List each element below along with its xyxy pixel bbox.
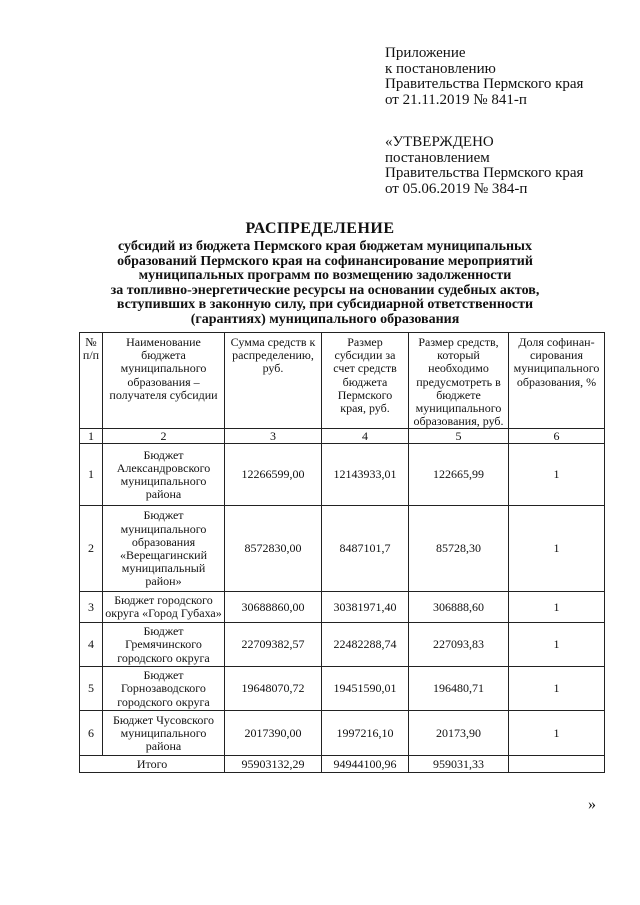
local-amount: 85728,30 <box>409 506 509 592</box>
subsidy-amount: 19451590,01 <box>322 667 409 711</box>
appendix-line: к постановлению <box>385 60 496 77</box>
table-row <box>80 506 605 592</box>
budget-name: Бюджет Горнозаводского городского округа <box>103 667 225 711</box>
table-row <box>80 667 605 711</box>
total-amount: 8572830,00 <box>225 506 322 592</box>
local-amount: 306888,60 <box>409 592 509 623</box>
cofinancing-share: 1 <box>509 592 605 623</box>
local-amount: 227093,83 <box>409 623 509 667</box>
subsidy-amount: 30381971,40 <box>322 592 409 623</box>
column-number: 2 <box>103 429 225 444</box>
total-amount: 19648070,72 <box>225 667 322 711</box>
header-cell: Размер средств, который необходимо предусмотреть в бюджете муниципального образования, руб. <box>409 333 509 429</box>
subsidy-amount: 8487101,7 <box>322 506 409 592</box>
column-number: 3 <box>225 429 322 444</box>
approved-line: Правительства Пермского края <box>385 165 584 181</box>
header-cell: Размер субсидии за счет средств бюджета Пермского края, руб. <box>322 333 409 429</box>
appendix-line: от 21.11.2019 № 841-п <box>385 91 527 108</box>
local-amount: 196480,71 <box>409 667 509 711</box>
header-cell: № п/п <box>80 333 103 429</box>
column-number: 1 <box>80 429 103 444</box>
subtitle-line: (гарантиях) муниципального образования <box>190 311 460 327</box>
column-number: 4 <box>322 429 409 444</box>
budget-name: Бюджет муниципального образования «Верещагинский муниципальный район» <box>103 506 225 592</box>
total-label: Итого <box>80 756 225 773</box>
appendix-block <box>385 46 625 108</box>
closing-quote: » <box>588 796 596 813</box>
header-cell: Сумма средств к распределению, руб. <box>225 333 322 429</box>
distribution-table <box>79 332 605 773</box>
subtitle-line: субсидий из бюджета Пермского края бюджетам муниципальных <box>118 239 532 254</box>
appendix-line: Приложение <box>385 45 466 61</box>
total-amount: 12266599,00 <box>225 444 322 506</box>
approved-line: от 05.06.2019 № 384-п <box>385 180 528 197</box>
cofinancing-share <box>509 756 605 773</box>
budget-name: Бюджет Александровского муниципального района <box>103 444 225 506</box>
table-row <box>80 623 605 667</box>
approved-block <box>385 135 625 197</box>
row-number: 2 <box>80 506 103 592</box>
appendix-line: Правительства Пермского края <box>385 76 584 92</box>
cofinancing-share: 1 <box>509 444 605 506</box>
total-amount: 95903132,29 <box>225 756 322 773</box>
cofinancing-share: 1 <box>509 711 605 756</box>
row-number: 3 <box>80 592 103 623</box>
row-number: 4 <box>80 623 103 667</box>
row-number: 1 <box>80 444 103 506</box>
document-title: РАСПРЕДЕЛЕНИЕ <box>245 220 395 237</box>
approved-line: постановлением <box>385 149 490 166</box>
table-header-row <box>80 333 605 429</box>
cofinancing-share: 1 <box>509 506 605 592</box>
subsidy-amount: 1997216,10 <box>322 711 409 756</box>
local-amount: 122665,99 <box>409 444 509 506</box>
subtitle-line: образований Пермского края на софинансирование мероприятий <box>117 253 533 269</box>
header-cell: Наименование бюджета муниципального образования – получателя субсидии <box>103 333 225 429</box>
cofinancing-share: 1 <box>509 667 605 711</box>
subsidy-amount: 94944100,96 <box>322 756 409 773</box>
total-row <box>80 756 605 773</box>
table-row <box>80 444 605 506</box>
column-number-row <box>80 429 605 444</box>
subsidy-amount: 12143933,01 <box>322 444 409 506</box>
local-amount: 959031,33 <box>409 756 509 773</box>
local-amount: 20173,90 <box>409 711 509 756</box>
budget-name: Бюджет городского округа «Город Губаха» <box>103 592 225 623</box>
budget-name: Бюджет Чусовского муниципального района <box>103 711 225 756</box>
table-row <box>80 592 605 623</box>
column-number: 5 <box>409 429 509 444</box>
subtitle-line: муниципальных программ по возмещению задолженности <box>138 268 512 284</box>
cofinancing-share: 1 <box>509 623 605 667</box>
table-row <box>80 711 605 756</box>
budget-name: Бюджет Гремячинского городского округа <box>103 623 225 667</box>
document-subtitle <box>60 240 590 328</box>
subtitle-line: за топливно-энергетические ресурсы на основании судебных актов, <box>110 282 540 298</box>
header-cell: Доля софинан-сирования муниципального образования, % <box>509 333 605 429</box>
total-amount: 22709382,57 <box>225 623 322 667</box>
approved-line: «УТВЕРЖДЕНО <box>385 134 494 150</box>
total-amount: 2017390,00 <box>225 711 322 756</box>
total-amount: 30688860,00 <box>225 592 322 623</box>
subsidy-amount: 22482288,74 <box>322 623 409 667</box>
row-number: 5 <box>80 667 103 711</box>
row-number: 6 <box>80 711 103 756</box>
column-number: 6 <box>509 429 605 444</box>
subtitle-line: вступивших в законную силу, при субсидиарной ответственности <box>116 297 534 313</box>
